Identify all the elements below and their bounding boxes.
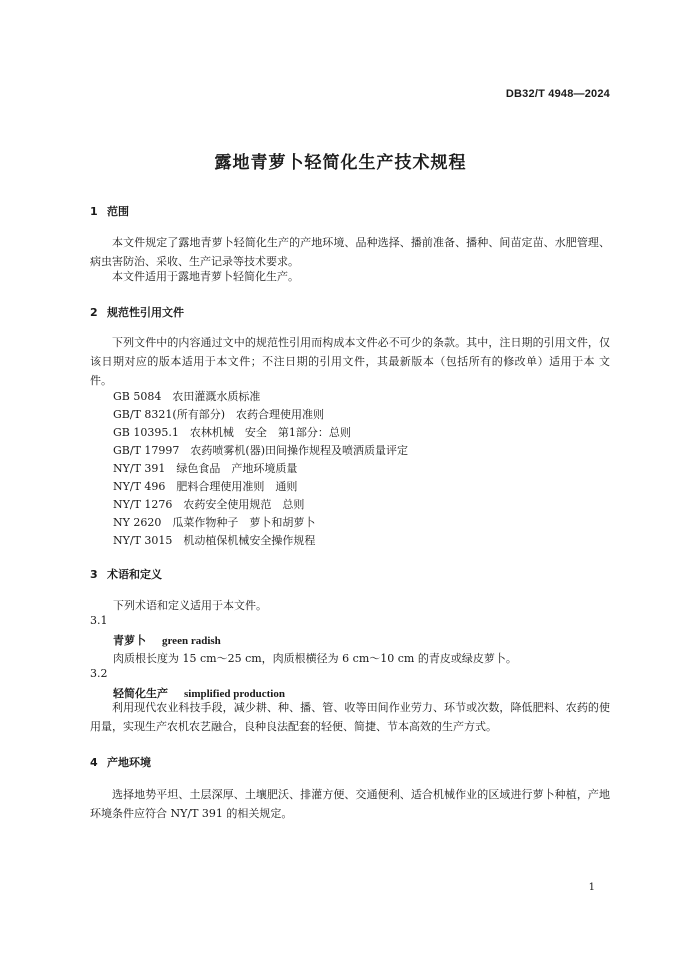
reference-item: GB/T 8321(所有部分) 农药合理使用准则	[113, 408, 324, 421]
term-definition: 利用现代农业科技手段，减少耕、种、播、管、收等田间作业劳力、环节或次数，降低肥料、农药的使用量，实现生产农机农艺融合，良种良法配套的轻便、简捷、节本高效的生产方式。	[90, 701, 610, 733]
section-number: 3	[90, 568, 98, 581]
section-heading-terms	[90, 566, 162, 582]
section-number: 4	[90, 756, 98, 769]
term-number: 3.2	[90, 667, 108, 680]
section-title: 规范性引用文件	[107, 306, 184, 319]
standard-code: DB32/T 4948—2024	[505, 88, 610, 100]
reference-item: NY/T 1276 农药安全使用规范 总则	[113, 498, 305, 511]
section-number: 1	[90, 205, 98, 218]
term-name-en: green radish	[162, 635, 221, 647]
term-definition: 肉质根长度为 15 cm～25 cm，肉质根横径为 6 cm～10 cm 的青皮或绿皮萝卜。	[113, 652, 517, 665]
reference-item: NY 2620 瓜菜作物种子 萝卜和胡萝卜	[113, 516, 316, 529]
term-name-en: simplified production	[184, 688, 285, 700]
scope-paragraph-1: 本文件规定了露地青萝卜轻简化生产的产地环境、品种选择、播前准备、播种、间苗定苗、水肥管理、病虫害防治、采收、生产记录等技术要求。	[90, 236, 610, 268]
references-intro-paragraph: 下列文件中的内容通过文中的规范性引用而构成本文件必不可少的条款。其中，注日期的引用文件，仅该日期对应的版本适用于本文件；不注日期的引用文件，其最新版本（包括所有的修改单）适用于本 文件。	[90, 336, 610, 387]
term-name-zh: 青萝卜	[113, 634, 146, 647]
terms-intro: 下列术语和定义适用于本文件。	[113, 599, 267, 612]
section-heading-environment	[90, 754, 151, 770]
section-heading-normative-references	[90, 304, 184, 320]
section-number: 2	[90, 306, 98, 319]
reference-item: NY/T 496 肥料合理使用准则 通则	[113, 480, 298, 493]
term-name	[113, 632, 221, 648]
scope-paragraph-2: 本文件适用于露地青萝卜轻简化生产。	[112, 270, 299, 283]
section-title: 范围	[107, 205, 129, 218]
reference-item: GB/T 17997 农药喷雾机(器)田间操作规程及喷洒质量评定	[113, 444, 408, 457]
page-number: 1	[588, 882, 595, 893]
reference-item: GB 5084 农田灌溉水质标准	[113, 390, 261, 403]
environment-paragraph: 选择地势平坦、土层深厚、土壤肥沃、排灌方便、交通便利、适合机械作业的区域进行萝卜种植，产地环境条件应符合 NY/T 391 的相关规定。	[90, 788, 610, 820]
term-name-zh: 轻简化生产	[113, 687, 168, 700]
section-title: 产地环境	[107, 756, 151, 769]
reference-item: NY/T 391 绿色食品 产地环境质量	[113, 462, 298, 475]
section-heading-scope	[90, 203, 129, 219]
reference-item: GB 10395.1 农林机械 安全 第1部分：总则	[113, 426, 351, 439]
document-title: 露地青萝卜轻简化生产技术规程	[214, 153, 467, 173]
section-title: 术语和定义	[107, 568, 162, 581]
reference-item: NY/T 3015 机动植保机械安全操作规程	[113, 534, 316, 547]
term-number: 3.1	[90, 614, 108, 627]
